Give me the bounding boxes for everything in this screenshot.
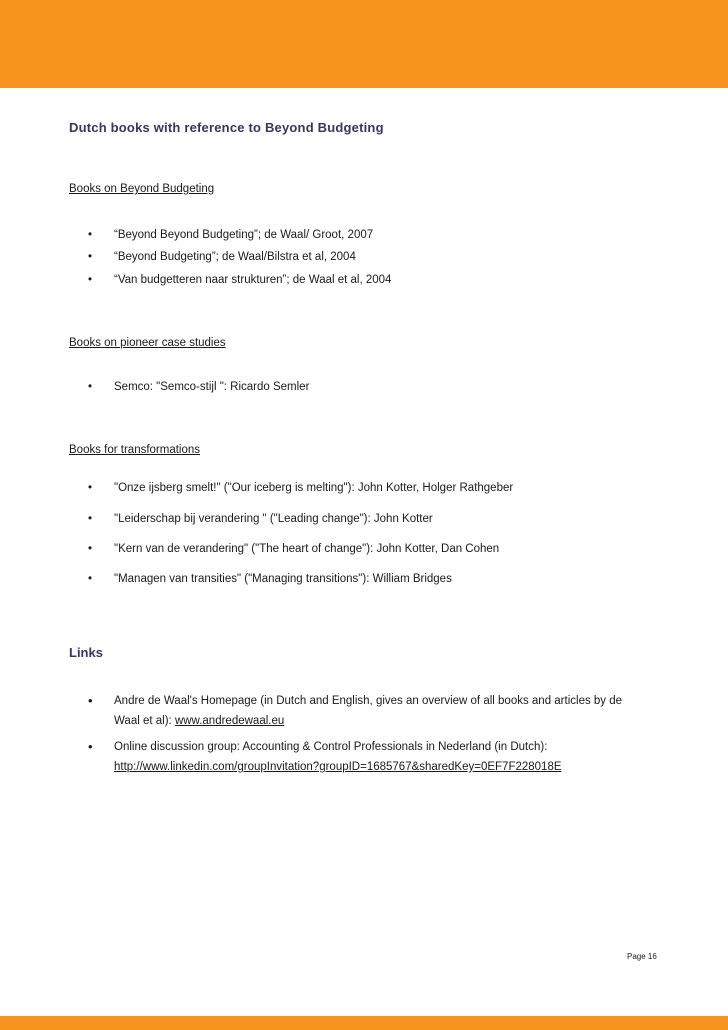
bullet-icon: • xyxy=(88,739,93,754)
bullet-icon: • xyxy=(88,693,93,708)
link-description: Waal et al): xyxy=(114,715,175,727)
link-description: Online discussion group: Accounting & Control Professionals in Nederland (in Dutch): xyxy=(114,741,548,753)
footer-accent-bar xyxy=(0,1016,728,1030)
linkedin-group-link[interactable]: http://www.linkedin.com/groupInvitation?groupID=1685767&sharedKey=0EF7F228018E xyxy=(114,761,562,773)
bullet-icon: • xyxy=(88,251,93,263)
homepage-link[interactable]: www.andredewaal.eu xyxy=(174,715,285,727)
section-title-beyond-budgeting: Books on Beyond Budgeting xyxy=(69,183,215,195)
bullet-icon: • xyxy=(88,482,93,494)
section-title-pioneer-case-studies: Books on pioneer case studies xyxy=(69,337,226,349)
header-accent-bar xyxy=(0,0,728,88)
page-heading: Dutch books with reference to Beyond Budgeting xyxy=(69,120,384,135)
bullet-icon: • xyxy=(88,229,93,241)
page-number: Page 16 xyxy=(627,952,657,961)
link-description: Andre de Waal's Homepage (in Dutch and English, gives an overview of all books and articles by de xyxy=(114,695,623,707)
section-title-transformations: Books for transformations xyxy=(69,444,201,456)
bullet-icon: • xyxy=(88,381,93,393)
links-heading: Links xyxy=(69,645,103,660)
bullet-icon: • xyxy=(88,274,93,286)
bullet-icon: • xyxy=(88,573,93,585)
bullet-icon: • xyxy=(88,513,93,525)
bullet-icon: • xyxy=(88,543,93,555)
